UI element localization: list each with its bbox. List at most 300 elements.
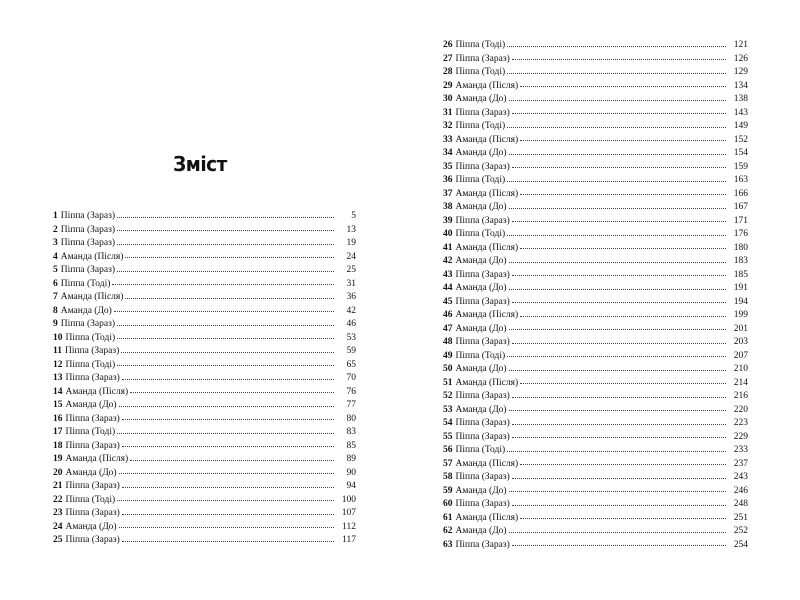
toc-entry	[443, 485, 748, 499]
page-number: 248	[733, 499, 748, 509]
toc-entry	[53, 507, 356, 521]
toc-entry	[443, 525, 748, 539]
page-number: 171	[733, 215, 748, 226]
chapter-title: Аманда (До)	[455, 202, 507, 212]
chapter-number: 10	[53, 332, 63, 343]
toc-entry	[443, 120, 748, 134]
chapter-title: Аманда (До)	[455, 283, 507, 293]
chapter-title: Піппа (Тоді)	[65, 332, 116, 343]
page-number: 53	[346, 332, 356, 343]
chapter-title: Піппа (Зараз)	[65, 373, 120, 383]
chapter-number: 22	[53, 494, 63, 505]
chapter-number: 33	[443, 134, 453, 145]
dot-leader	[130, 392, 334, 393]
toc-entry	[443, 309, 748, 323]
chapter-title: Піппа (Тоді)	[60, 278, 111, 289]
chapter-number: 63	[443, 539, 453, 550]
toc-entry	[443, 336, 748, 350]
page-title: Зміст	[173, 152, 227, 176]
toc-entry	[53, 399, 356, 413]
chapter-number: 61	[443, 512, 453, 523]
dot-leader	[512, 275, 726, 276]
page-number: 252	[733, 526, 748, 536]
chapter-number: 27	[443, 53, 453, 64]
toc-entry	[53, 224, 356, 238]
dot-leader	[512, 397, 726, 398]
dot-leader	[512, 302, 726, 303]
dot-leader	[507, 235, 726, 236]
toc-entry	[53, 467, 356, 481]
dot-leader	[507, 73, 726, 74]
page-number: 134	[733, 80, 748, 91]
dot-leader	[117, 244, 334, 245]
page-number: 166	[733, 188, 748, 199]
dot-leader	[509, 491, 726, 492]
toc-entry	[53, 480, 356, 494]
page-number: 254	[733, 539, 748, 550]
chapter-number: 17	[53, 427, 63, 437]
dot-leader	[117, 338, 334, 339]
chapter-title: Аманда (До)	[65, 400, 117, 410]
page-number: 199	[733, 310, 748, 320]
page-number: 176	[733, 229, 748, 239]
chapter-title: Піппа (Тоді)	[455, 67, 506, 77]
page-number: 229	[733, 431, 748, 442]
dot-leader	[512, 59, 726, 60]
chapter-number: 25	[53, 535, 63, 545]
dot-leader	[520, 194, 726, 195]
chapter-number: 50	[443, 364, 453, 374]
dot-leader	[507, 356, 726, 357]
chapter-number: 16	[53, 413, 63, 424]
toc-entry	[443, 134, 748, 148]
toc-entry	[443, 458, 748, 472]
dot-leader	[509, 208, 726, 209]
chapter-title: Піппа (Тоді)	[455, 175, 506, 185]
toc-entry	[53, 372, 356, 386]
chapter-number: 49	[443, 350, 453, 361]
page-number: 191	[733, 283, 748, 293]
chapter-number: 58	[443, 472, 453, 482]
page-number: 214	[733, 377, 748, 388]
chapter-number: 56	[443, 445, 453, 455]
chapter-title: Аманда (До)	[455, 148, 507, 158]
toc-entry	[443, 350, 748, 364]
chapter-number: 48	[443, 337, 453, 347]
dot-leader	[119, 473, 334, 474]
chapter-number: 44	[443, 283, 453, 293]
chapter-title: Піппа (Зараз)	[455, 215, 510, 226]
toc-right-column	[443, 39, 748, 552]
chapter-title: Піппа (Зараз)	[455, 499, 510, 509]
dot-leader	[509, 262, 726, 263]
page-number: 46	[346, 319, 356, 329]
toc-entry	[443, 404, 748, 418]
toc-entry	[53, 264, 356, 278]
chapter-number: 43	[443, 269, 453, 280]
chapter-number: 51	[443, 377, 453, 388]
dot-leader	[509, 410, 726, 411]
page-number: 13	[346, 224, 356, 235]
toc-entry	[443, 107, 748, 121]
chapter-title: Піппа (Зараз)	[455, 418, 510, 428]
chapter-title: Піппа (Тоді)	[455, 40, 506, 50]
toc-entry	[53, 251, 356, 265]
chapter-title: Аманда (Після)	[60, 251, 124, 262]
chapter-title: Аманда (Після)	[455, 458, 519, 469]
toc-entry	[443, 512, 748, 526]
dot-leader	[122, 487, 334, 488]
chapter-number: 13	[53, 373, 63, 383]
chapter-title: Піппа (Зараз)	[455, 539, 510, 550]
page-number: 220	[733, 404, 748, 415]
chapter-title: Аманда (Після)	[455, 134, 519, 145]
chapter-title: Піппа (Зараз)	[455, 391, 510, 401]
page-number: 183	[733, 256, 748, 266]
chapter-number: 1	[53, 211, 58, 221]
toc-entry	[443, 377, 748, 391]
chapter-title: Піппа (Зараз)	[64, 346, 120, 356]
dot-leader	[117, 365, 334, 366]
dot-leader	[117, 230, 334, 231]
chapter-title: Піппа (Зараз)	[455, 296, 510, 307]
chapter-number: 9	[53, 319, 58, 329]
chapter-title: Піппа (Зараз)	[455, 53, 510, 64]
chapter-number: 3	[53, 238, 58, 248]
chapter-title: Піппа (Зараз)	[60, 211, 116, 221]
toc-entry	[443, 444, 748, 458]
dot-leader	[520, 518, 726, 519]
page-number: 233	[733, 445, 748, 455]
page-number: 19	[346, 238, 356, 248]
page-number: 76	[346, 386, 356, 397]
chapter-title: Аманда (До)	[455, 364, 507, 374]
chapter-title: Аманда (Після)	[455, 242, 519, 253]
dot-leader	[119, 406, 334, 407]
chapter-number: 28	[443, 67, 453, 77]
chapter-title: Аманда (Після)	[65, 454, 129, 464]
dot-leader	[520, 383, 726, 384]
dot-leader	[512, 545, 726, 546]
page-number: 117	[342, 535, 356, 545]
page-number: 207	[733, 350, 748, 361]
toc-entry	[53, 494, 356, 508]
toc-entry	[443, 323, 748, 337]
toc-entry	[443, 242, 748, 256]
toc-entry	[53, 291, 356, 305]
chapter-title: Піппа (Зараз)	[65, 440, 120, 451]
toc-entry	[443, 539, 748, 553]
dot-leader	[512, 478, 726, 479]
toc-entry	[53, 440, 356, 454]
chapter-number: 47	[443, 323, 453, 334]
dot-leader	[121, 352, 334, 353]
page-number: 126	[733, 53, 748, 64]
page-number: 85	[346, 440, 356, 451]
chapter-number: 2	[53, 224, 58, 235]
dot-leader	[117, 271, 334, 272]
dot-leader	[122, 419, 334, 420]
dot-leader	[130, 460, 334, 461]
page-number: 24	[346, 251, 356, 262]
page-number: 25	[346, 265, 356, 275]
page-number: 70	[346, 373, 356, 383]
dot-leader	[112, 284, 334, 285]
chapter-title: Аманда (До)	[455, 404, 507, 415]
chapter-title: Піппа (Зараз)	[60, 238, 116, 248]
dot-leader	[512, 437, 726, 438]
dot-leader	[512, 221, 726, 222]
chapter-number: 41	[443, 242, 453, 253]
toc-entry	[53, 332, 356, 346]
chapter-number: 29	[443, 80, 453, 91]
page-number: 163	[733, 175, 748, 185]
chapter-number: 31	[443, 107, 453, 118]
chapter-title: Аманда (До)	[65, 521, 117, 532]
dot-leader	[125, 298, 334, 299]
chapter-number: 21	[53, 481, 63, 491]
chapter-title: Піппа (Зараз)	[455, 472, 510, 482]
toc-entry	[443, 147, 748, 161]
page-number: 107	[341, 508, 356, 518]
dot-leader	[507, 181, 726, 182]
chapter-number: 36	[443, 175, 453, 185]
chapter-title: Піппа (Зараз)	[455, 337, 510, 347]
dot-leader	[125, 257, 334, 258]
chapter-number: 45	[443, 296, 453, 307]
chapter-title: Аманда (До)	[455, 94, 507, 104]
toc-entry	[53, 426, 356, 440]
toc-entry	[53, 521, 356, 535]
toc-entry	[53, 345, 356, 359]
dot-leader	[117, 500, 334, 501]
page-number: 167	[733, 202, 748, 212]
toc-entry	[443, 269, 748, 283]
toc-entry	[53, 305, 356, 319]
toc-entry	[443, 417, 748, 431]
page-number: 90	[346, 467, 356, 478]
chapter-number: 24	[53, 521, 63, 532]
chapter-number: 42	[443, 256, 453, 266]
chapter-title: Аманда (Після)	[455, 80, 519, 91]
toc-entry	[443, 363, 748, 377]
page-number: 216	[733, 391, 748, 401]
chapter-title: Піппа (Тоді)	[455, 445, 506, 455]
chapter-number: 19	[53, 454, 63, 464]
chapter-title: Піппа (Тоді)	[65, 359, 116, 370]
page-number: 159	[733, 161, 748, 172]
chapter-title: Аманда (Після)	[455, 377, 519, 388]
chapter-title: Піппа (Зараз)	[60, 319, 116, 329]
page-number: 223	[733, 418, 748, 428]
chapter-number: 60	[443, 499, 453, 509]
dot-leader	[520, 140, 726, 141]
dot-leader	[509, 370, 726, 371]
chapter-number: 62	[443, 526, 453, 536]
toc-entry	[53, 318, 356, 332]
toc-entry	[443, 161, 748, 175]
chapter-title: Аманда (До)	[455, 485, 507, 496]
chapter-title: Аманда (Після)	[455, 310, 519, 320]
chapter-number: 55	[443, 431, 453, 442]
chapter-number: 54	[443, 418, 453, 428]
chapter-title: Піппа (Тоді)	[65, 427, 116, 437]
chapter-title: Піппа (Зараз)	[455, 107, 510, 118]
page-number: 100	[341, 494, 356, 505]
toc-entry	[53, 534, 356, 548]
dot-leader	[512, 167, 726, 168]
chapter-title: Аманда (До)	[65, 467, 117, 478]
page-number: 5	[351, 211, 356, 221]
chapter-number: 34	[443, 148, 453, 158]
page-number: 149	[733, 121, 748, 131]
chapter-number: 40	[443, 229, 453, 239]
chapter-number: 5	[53, 265, 58, 275]
toc-entry	[443, 228, 748, 242]
chapter-number: 4	[53, 251, 58, 262]
chapter-title: Аманда (До)	[455, 256, 507, 266]
toc-entry	[443, 431, 748, 445]
toc-entry	[443, 174, 748, 188]
toc-left-column	[53, 210, 356, 548]
page-number: 65	[346, 359, 356, 370]
chapter-number: 57	[443, 458, 453, 469]
dot-leader	[507, 46, 726, 47]
dot-leader	[117, 217, 334, 218]
toc-entry	[443, 296, 748, 310]
chapter-number: 8	[53, 305, 58, 316]
chapter-number: 15	[53, 400, 63, 410]
dot-leader	[512, 113, 726, 114]
toc-entry	[443, 282, 748, 296]
toc-entry	[443, 188, 748, 202]
dot-leader	[520, 86, 726, 87]
chapter-title: Піппа (Зараз)	[65, 508, 120, 518]
chapter-number: 20	[53, 467, 63, 478]
chapter-number: 23	[53, 508, 63, 518]
page-number: 143	[733, 107, 748, 118]
page-number: 31	[346, 278, 356, 289]
toc-entry	[53, 278, 356, 292]
dot-leader	[122, 379, 334, 380]
chapter-title: Піппа (Зараз)	[455, 161, 510, 172]
dot-leader	[117, 433, 334, 434]
page-number: 77	[346, 400, 356, 410]
dot-leader	[117, 325, 334, 326]
dot-leader	[507, 127, 726, 128]
page-number: 237	[733, 458, 748, 469]
chapter-title: Піппа (Тоді)	[455, 229, 506, 239]
page-number: 42	[346, 305, 356, 316]
chapter-title: Аманда (Після)	[455, 188, 519, 199]
dot-leader	[509, 329, 726, 330]
toc-entry	[443, 201, 748, 215]
dot-leader	[114, 311, 334, 312]
dot-leader	[520, 316, 726, 317]
chapter-title: Піппа (Тоді)	[455, 350, 506, 361]
chapter-title: Аманда (Після)	[455, 512, 519, 523]
toc-entry	[443, 390, 748, 404]
dot-leader	[119, 527, 334, 528]
dot-leader	[512, 505, 726, 506]
toc-entry	[443, 498, 748, 512]
dot-leader	[122, 541, 334, 542]
page-number: 83	[346, 427, 356, 437]
chapter-title: Аманда (Після)	[60, 292, 124, 302]
toc-entry	[53, 386, 356, 400]
chapter-number: 26	[443, 40, 453, 50]
page-number: 154	[733, 148, 748, 158]
chapter-title: Піппа (Зараз)	[455, 431, 510, 442]
page-number: 243	[733, 472, 748, 482]
toc-entry	[53, 453, 356, 467]
chapter-number: 46	[443, 310, 453, 320]
toc-entry	[443, 80, 748, 94]
dot-leader	[512, 424, 726, 425]
page-number: 203	[733, 337, 748, 347]
page-number: 201	[733, 323, 748, 334]
dot-leader	[520, 464, 726, 465]
chapter-number: 32	[443, 121, 453, 131]
chapter-title: Піппа (Тоді)	[65, 494, 116, 505]
page-number: 138	[733, 94, 748, 104]
page-number: 121	[733, 40, 748, 50]
chapter-title: Піппа (Зараз)	[65, 535, 120, 545]
page-number: 246	[733, 485, 748, 496]
chapter-number: 11	[53, 346, 62, 356]
page-number: 152	[733, 134, 748, 145]
toc-entry	[53, 359, 356, 373]
page-number: 59	[346, 346, 356, 356]
page-number: 89	[346, 454, 356, 464]
page-number: 80	[346, 413, 356, 424]
chapter-number: 59	[443, 485, 453, 496]
page-number: 251	[733, 512, 748, 523]
chapter-number: 18	[53, 440, 63, 451]
chapter-number: 6	[53, 278, 58, 289]
chapter-title: Піппа (Зараз)	[60, 265, 116, 275]
chapter-number: 37	[443, 188, 453, 199]
chapter-number: 38	[443, 202, 453, 212]
toc-entry	[443, 255, 748, 269]
chapter-title: Піппа (Зараз)	[65, 481, 120, 491]
dot-leader	[507, 451, 726, 452]
chapter-number: 52	[443, 391, 453, 401]
page-number: 94	[346, 481, 356, 491]
chapter-number: 53	[443, 404, 453, 415]
toc-entry	[443, 215, 748, 229]
chapter-title: Піппа (Зараз)	[65, 413, 120, 424]
dot-leader	[520, 248, 726, 249]
chapter-title: Піппа (Тоді)	[455, 121, 506, 131]
chapter-number: 39	[443, 215, 453, 226]
dot-leader	[509, 100, 726, 101]
dot-leader	[122, 514, 334, 515]
chapter-number: 7	[53, 292, 58, 302]
toc-entry	[53, 413, 356, 427]
toc-entry	[443, 53, 748, 67]
dot-leader	[122, 446, 334, 447]
chapter-title: Піппа (Зараз)	[455, 269, 510, 280]
toc-entry	[443, 39, 748, 53]
chapter-title: Аманда (Після)	[65, 386, 129, 397]
chapter-number: 14	[53, 386, 63, 397]
toc-entry	[53, 210, 356, 224]
page-number: 112	[342, 521, 356, 532]
chapter-number: 35	[443, 161, 453, 172]
chapter-title: Піппа (Зараз)	[60, 224, 116, 235]
page-number: 210	[733, 364, 748, 374]
